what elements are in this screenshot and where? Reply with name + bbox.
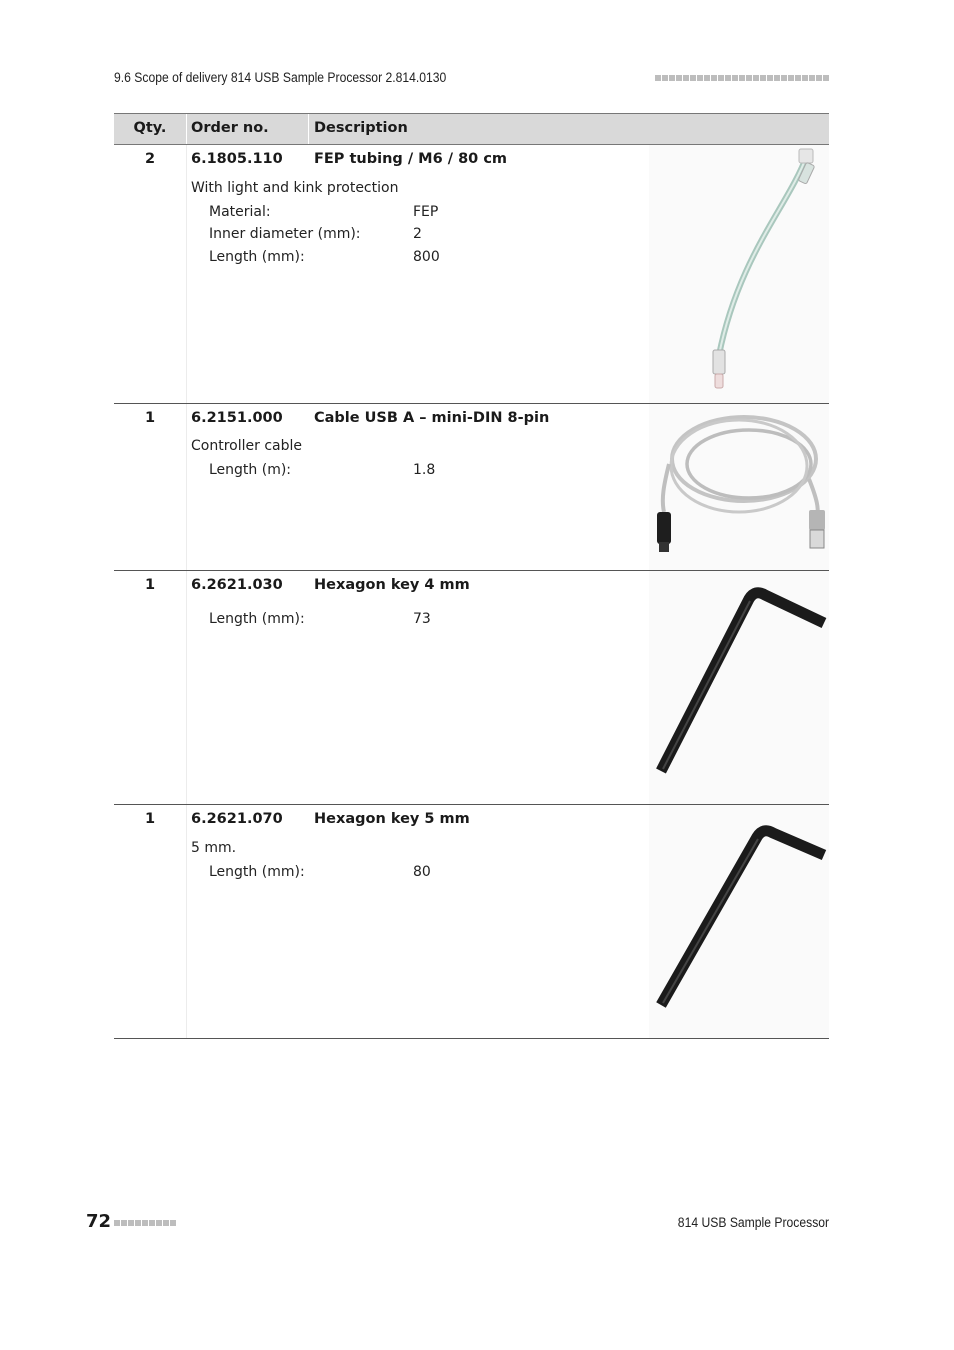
spec-label: Material:	[209, 204, 271, 220]
qty-cell: 1	[144, 410, 156, 426]
order-number: 6.1805.110	[191, 151, 283, 167]
qty-cell: 1	[144, 577, 156, 593]
item-description: With light and kink protection	[191, 180, 399, 196]
footer-decoration	[114, 1220, 176, 1226]
column-order-no: Order no.	[191, 120, 269, 136]
hexagon-key-image	[649, 571, 829, 804]
item-title: FEP tubing / M6 / 80 cm	[314, 151, 508, 167]
hexagon-key-image	[649, 805, 829, 1038]
spec-label: Length (mm):	[209, 611, 305, 627]
table-row	[114, 404, 829, 571]
header-decoration	[655, 75, 829, 81]
item-description: 5 mm.	[191, 840, 237, 856]
table-row	[114, 145, 829, 404]
spec-value: 2	[413, 226, 422, 242]
item-description: Controller cable	[191, 438, 302, 454]
qty-cell: 2	[144, 151, 156, 167]
spec-value: 800	[413, 249, 440, 265]
spec-value: FEP	[413, 204, 439, 220]
spec-label: Length (mm):	[209, 864, 305, 880]
item-title: Hexagon key 4 mm	[314, 577, 470, 593]
fep-tubing-image	[649, 145, 829, 403]
column-description: Description	[314, 120, 408, 136]
order-number: 6.2621.070	[191, 811, 283, 827]
spec-value: 73	[413, 611, 431, 627]
spec-label: Inner diameter (mm):	[209, 226, 361, 242]
table-row	[114, 805, 829, 1039]
scope-of-delivery-table	[114, 113, 829, 1039]
spec-label: Length (mm):	[209, 249, 305, 265]
item-title: Cable USB A – mini-DIN 8-pin	[314, 410, 550, 426]
running-header: 9.6 Scope of delivery 814 USB Sample Processor 2.814.0130	[114, 70, 447, 85]
running-footer: 814 USB Sample Processor	[677, 1215, 829, 1230]
column-qty: Qty.	[133, 120, 167, 136]
spec-label: Length (m):	[209, 462, 292, 478]
order-number: 6.2151.000	[191, 410, 283, 426]
order-number: 6.2621.030	[191, 577, 283, 593]
table-header	[114, 113, 829, 145]
qty-cell: 1	[144, 811, 156, 827]
table-row	[114, 571, 829, 805]
spec-value: 80	[413, 864, 431, 880]
spec-value: 1.8	[413, 462, 436, 478]
usb-cable-image	[649, 404, 829, 570]
page-number: 72	[86, 1211, 112, 1232]
item-title: Hexagon key 5 mm	[314, 811, 470, 827]
